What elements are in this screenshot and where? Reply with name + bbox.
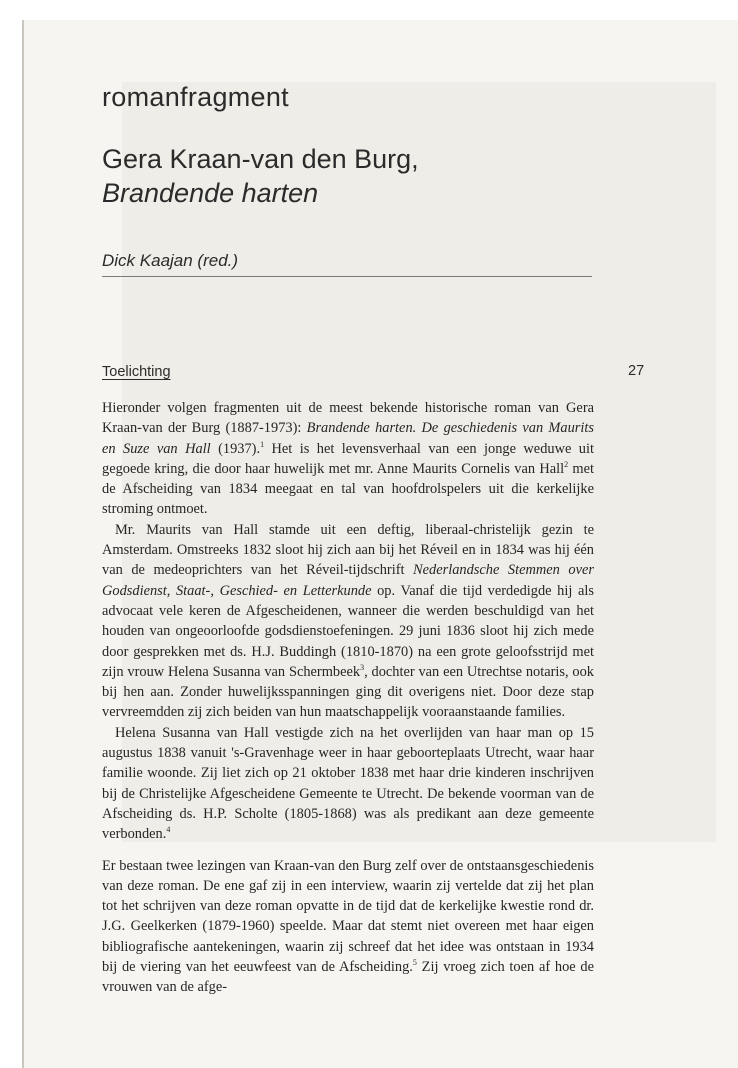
page [22, 20, 738, 1068]
footnote-ref-5: 5 [412, 958, 417, 968]
title-line-2: Brandende harten [102, 178, 319, 208]
page-number: 27 [628, 363, 645, 379]
author-line: Dick Kaajan (red.) [102, 251, 239, 270]
title-rule [102, 276, 592, 277]
footnote-ref-2: 2 [564, 460, 569, 470]
paragraph-1: Hieronder volgen fragmenten uit de meest bekende historische roman van Gera Kraan-van der Burg (1887-1973): Brandende harten. De geschiedenis van Maurits en Suze van Hall (1937).$^1$ Het is het levensverhaal van een jonge weduwe uit gegoede kring, die door haar huwelijk met mr. Anne Maurits Cornelis van Hall$^2$ met de Afscheiding van 1834 meegaat en tal van hoofdrolspelers uit die kerkelijke stroming ontmoet. [102, 400, 594, 518]
section-heading: Toelichting [102, 364, 171, 380]
footnote-ref-3: 3 [360, 663, 365, 673]
paragraph-4: Er bestaan twee lezingen van Kraan-van den Burg zelf over de ontstaansgeschiedenis van deze roman. De ene gaf zij in een interview, waarin zij vertelde dat zij het plan tot het schrijven van deze roman opvatte in de tijd dat de kerkelijke kwestie rond dr. J.G. Geelkerken (1879-1960) speelde. Maar dat stemt niet overeen met haar eigen bibliografische aantekeningen, waarin zij schreef dat het idee was ontstaan in 1934 bij de viering van het eeuwfeest van de Afscheiding.$^5$ Zij vroeg zich toen af hoe de vrouwen van de afge- [102, 857, 594, 996]
paragraph-2: Mr. Maurits van Hall stamde uit een deftig, liberaal-christelijk gezin te Amsterdam. Omstreeks 1832 sloot hij zich aan bij het Réveil en in 1834 was hij één van de medeoprichters van het Réveil-tijdschrift Nederlandsche Stemmen over Godsdienst, Staat-, Geschied- en Letterkunde op. Vanaf die tijd verdedigde hij als advocaat vele keren de Afgescheidenen, wanneer die werden beschuldigd van het houden van ongeoorloofde godsdienstoefeningen. 29 juni 1836 sloot hij zich mede door gesprekken met ds. H.J. Buddingh (1810-1870) na een grote geloofsstrijd met zijn vrouw Helena Susanna van Schermbeek$^3$, dochter van een Utrechtse notaris, ook bij hen aan. Zonder huwelijksspanningen ging dit overigens niet. Door deze stap vervreemdden zij zich beiden van hun maatschappelijk vooraanstaande families. [102, 521, 594, 721]
paragraph-3: Helena Susanna van Hall vestigde zich na het overlijden van haar man op 15 augustus 1838 vanuit 's-Gravenhage weer in haar geboorteplaats Utrecht, waar haar familie woonde. Zij liet zich op 21 oktober 1838 met haar drie kinderen inschrijven bij de Christelijke Afgescheidene Gemeente te Utrecht. De bekende voorman van de Afscheiding ds. H.P. Scholte (1805-1868) was als predikant aan deze gemeente verbonden.$^4$ [102, 724, 594, 843]
article-title [102, 142, 662, 210]
title-line-1: Gera Kraan-van den Burg, [102, 144, 419, 174]
binding-line [22, 20, 24, 1068]
footnote-ref-1: 1 [260, 439, 265, 449]
footnote-ref-4: 4 [166, 825, 171, 835]
body-text [102, 398, 594, 998]
section-label: romanfragment [102, 82, 289, 112]
